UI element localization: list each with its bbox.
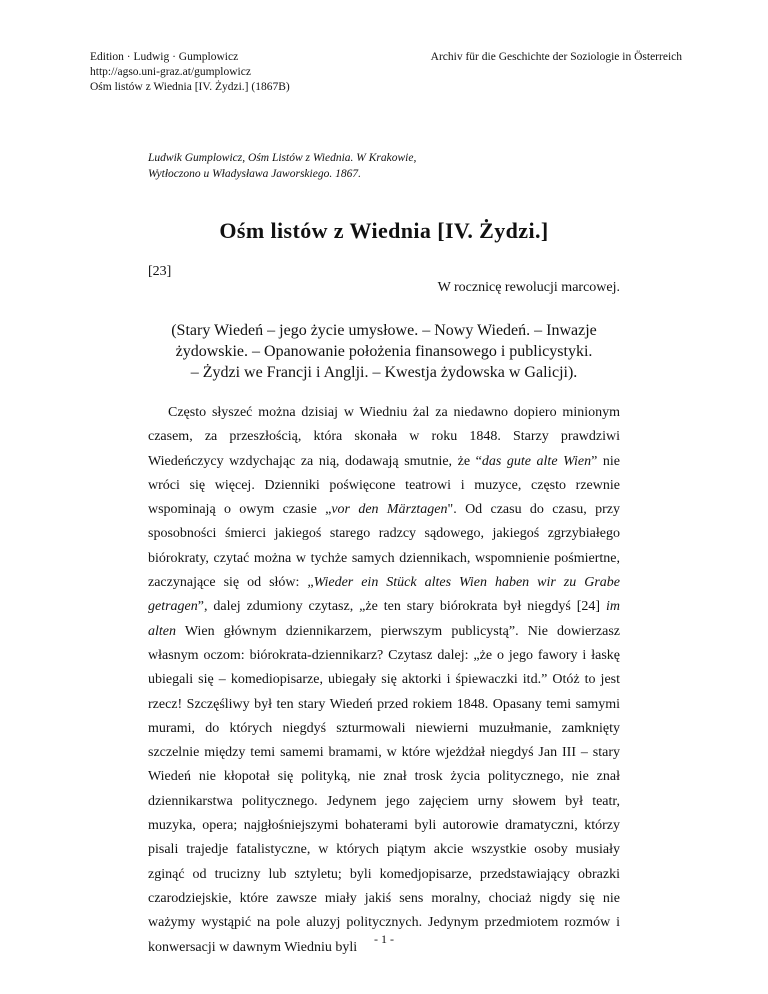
- header-document-title: Ośm listów z Wiednia [IV. Żydzi.] (1867B): [90, 81, 290, 93]
- body-text-run: Często słyszeć można dzisiaj w Wiedniu żal za niedawno dopiero minionym czasem, za przeszłością, która skonała w roku 1848. Starzy prawdziwi Wiedeńczycy wzdychając za nią, dodawają smutnie, że “: [148, 405, 620, 469]
- header-edition: Edition · Ludwig · Gumplowicz: [90, 51, 239, 63]
- dedication: W rocznicę rewolucji marcowej.: [437, 280, 620, 295]
- header-archive: Archiv für die Geschichte der Soziologie in Österreich: [430, 51, 682, 63]
- german-quote: im alten: [148, 599, 620, 639]
- body-text-run: Wien głównym dziennikarzem, pierwszym publicystą”. Nie dowierzasz własnym oczom: biórokrata-dziennikarz? Czytasz dalej: „że o jego fawory i łaskę ubiegali się – komediopisarze, ubiegały się aktorki i śpiewaczki itd.” Otóż to jest rzecz! Szczęśliwy był ten stary Wiedeń przed rokiem 1848. Opasany temi samymi murami, do których niegdyś szturmowali niewierni muzułmanie, zamknięty szczelnie między temi samemi bramami, w które wjeżdżał niegdyś Jan III – stary Wiedeń nie kłopotał się polityką, nie znał trosk życia politycznego, nie znał dziennikarstwa politycznego. Jedynem jego zajęciem urny słowem był teatr, muzyka, opera; najgłośniejszymi bohaterami byli autorowie dramatyczni, którzy pisali trajedje fatalistyczne, w których piątym akcie wszystkie osoby musiały zginąć od trucizny lub sztyletu; byli komedjopisarze, przedstawiający obrazki czarodziejskie, które zawsze miały jakiś sens moralny, chociaż nigdy się nie ważymy wystąpić na pole aluzyj politycznych. Jedynym przedmiotem rozmów i konwersacji w dawnym Wiedniu byli: [148, 623, 620, 955]
- bibliographic-citation: [148, 150, 416, 182]
- page-title: Ośm listów z Wiednia [IV. Żydzi.]: [219, 218, 549, 243]
- citation-line-2: Wytłoczono u Władysława Jaworskiego. 1867.: [148, 168, 361, 180]
- citation-line-1: Ludwik Gumplowicz, Ośm Listów z Wiednia. W Krakowie,: [148, 152, 417, 164]
- summary-line-3: – Żydzi we Francji i Anglji. – Kwestja żydowska w Galicji).: [190, 364, 578, 381]
- german-quote: Wieder ein Stück altes Wien haben wir zu Grabe getragen: [148, 575, 620, 615]
- summary-line-1: (Stary Wiedeń – jego życie umysłowe. – Nowy Wiedeń. – Inwazje: [171, 322, 597, 339]
- body-text-run: ” nie wróci się więcej. Dzienniki poświęcone teatrowi i muzyce, często rzewnie wspominają o owym czasie „: [148, 453, 620, 518]
- body-text: [148, 401, 620, 960]
- german-quote: das gute alte Wien: [481, 453, 592, 469]
- header-left: [90, 50, 290, 95]
- chapter-summary: [148, 320, 620, 383]
- body-text-run: ". Od czasu do czasu, przy sposobności śmierci jakiegoś starego radzcy sądowego, jakiegoś zgrzybiałego biórokraty, czytać można w tychże samych dziennikach, wspomnienie pośmiertne, zaczynające się od słów: „: [148, 502, 621, 591]
- summary-line-2: żydowskie. – Opanowanie położenia finansowego i publicystyki.: [175, 343, 593, 360]
- body-paragraph: [148, 401, 620, 960]
- header-url: http://agso.uni-graz.at/gumplowicz: [90, 66, 251, 78]
- page-marker: [23]: [148, 264, 172, 279]
- page-number: - 1 -: [374, 932, 394, 946]
- body-text-run: ”, dalej zdumiony czytasz, „że ten stary biórokrata był niegdyś [24]: [197, 599, 606, 615]
- german-quote: vor den Märztagen: [331, 502, 448, 518]
